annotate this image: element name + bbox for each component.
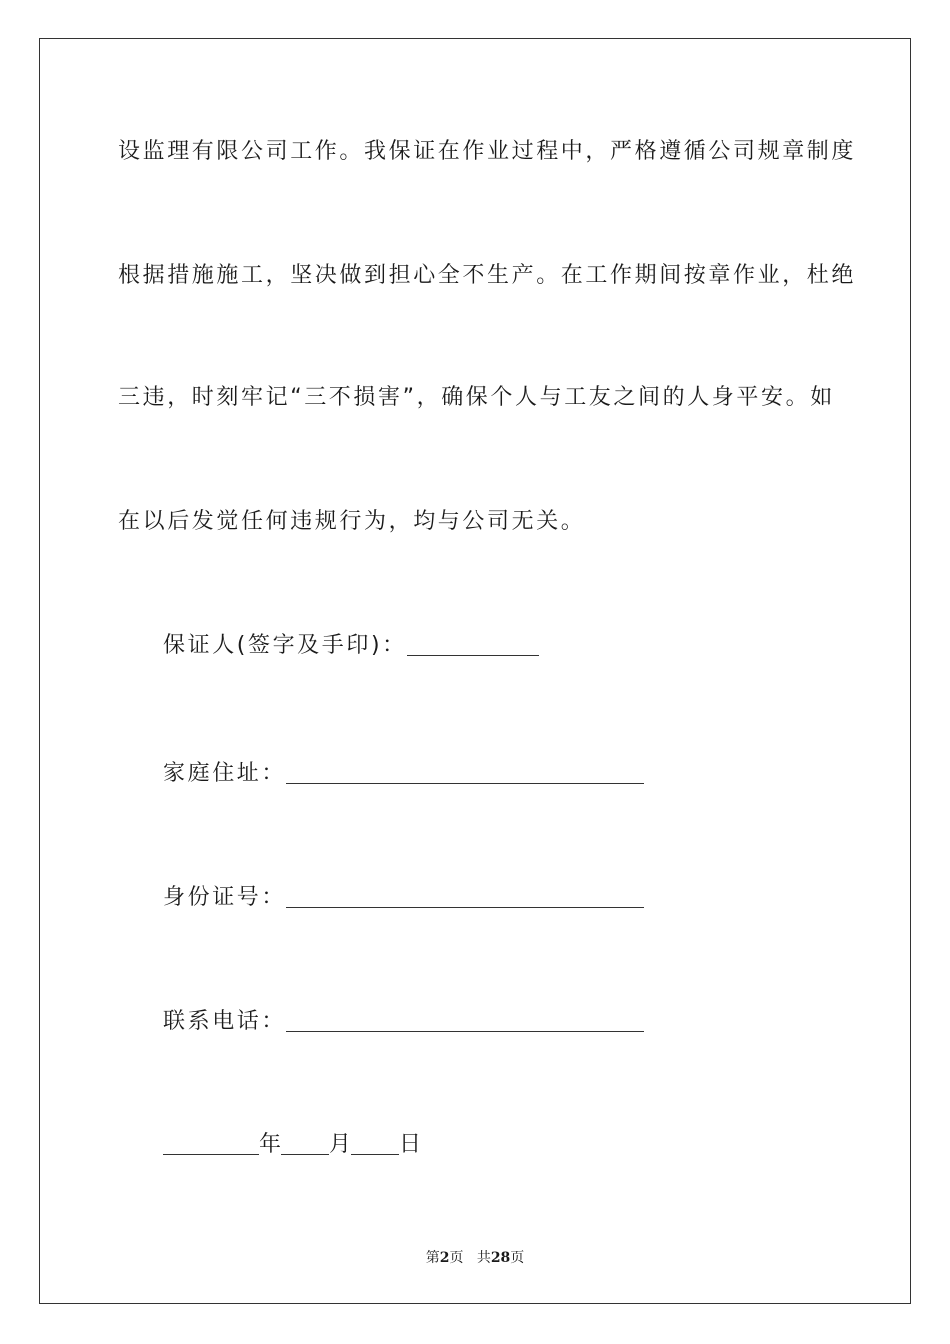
address-label: 家庭住址： (163, 761, 287, 786)
day-label: 日 (399, 1132, 422, 1157)
id-number-blank-line[interactable] (286, 885, 644, 908)
guarantor-label: 保证人(签字及手印)： (163, 633, 407, 658)
total-prefix: 共 (476, 1250, 491, 1266)
year-blank-line[interactable] (163, 1132, 259, 1155)
phone-label: 联系电话： (163, 1009, 287, 1034)
address-blank-line[interactable] (286, 761, 644, 784)
body-text-line-1: 设监理有限公司工作。我保证在作业过程中，严格遵循公司规章制度 (118, 139, 857, 164)
total-pages-number: 28 (490, 1250, 511, 1266)
month-blank-line[interactable] (281, 1132, 329, 1155)
page-footer (0, 1249, 950, 1267)
year-label: 年 (259, 1132, 282, 1157)
address-field (163, 760, 644, 788)
id-number-label: 身份证号： (163, 885, 287, 910)
month-label: 月 (329, 1132, 352, 1157)
date-field (163, 1131, 421, 1159)
phone-blank-line[interactable] (286, 1009, 644, 1032)
body-text-line-4: 在以后发觉任何违规行为，均与公司无关。 (118, 509, 586, 534)
page-suffix: 页 (449, 1250, 464, 1266)
page-prefix: 第 (425, 1250, 440, 1266)
body-text-line-3: 三违，时刻牢记“三不损害”，确保个人与工友之间的人身平安。如 (118, 385, 835, 410)
day-blank-line[interactable] (351, 1132, 399, 1155)
id-number-field (163, 884, 644, 912)
body-text-line-2: 根据措施施工，坚决做到担心全不生产。在工作期间按章作业，杜绝 (118, 263, 857, 288)
current-page-number: 2 (439, 1250, 450, 1266)
total-suffix: 页 (510, 1250, 525, 1266)
phone-field (163, 1008, 644, 1036)
guarantor-blank-line[interactable] (407, 633, 539, 656)
page-border (39, 38, 911, 1304)
guarantor-signature-field (163, 632, 539, 660)
